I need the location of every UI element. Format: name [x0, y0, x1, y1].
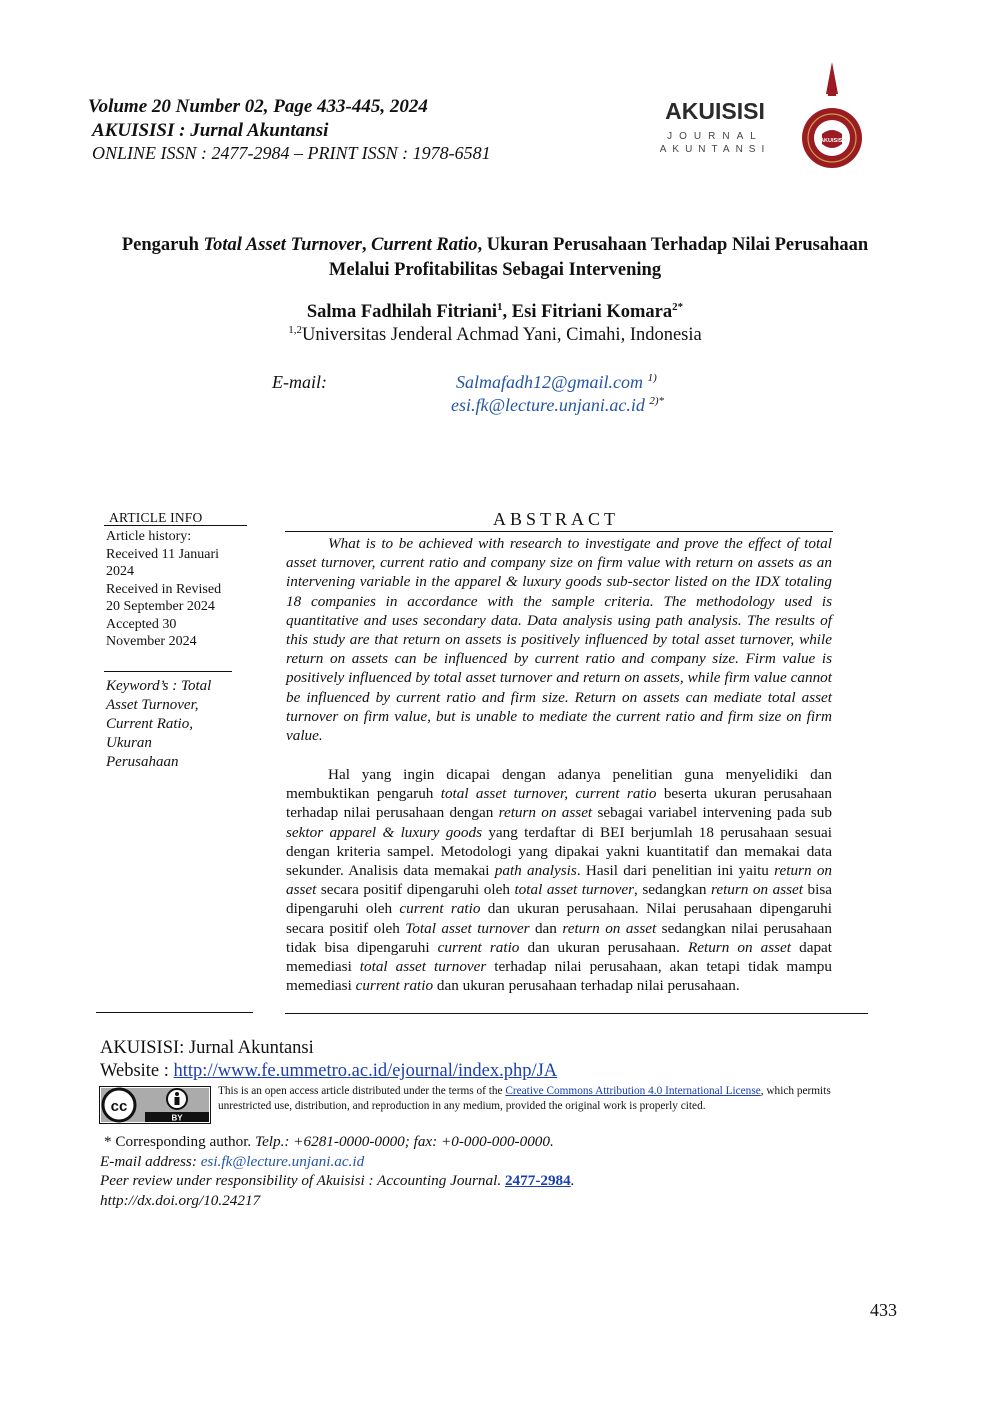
abstract-id-segment: total asset turnover [359, 958, 487, 976]
abstract-id-segment: beserta ukuran perusahaan terhadap nilai perusahaan dengan [286, 785, 833, 822]
corresponding-author: * Corresponding author. Telp.: +6281-0000-0000; fax: +0-000-000-0000. [104, 1133, 554, 1150]
abstract-id-segment: Return on asset [687, 938, 792, 956]
abstract-id-segment: dan ukuran perusahaan. [519, 938, 688, 956]
email-label: E-mail: [272, 372, 327, 392]
author-1-email[interactable]: Salmafadh12@gmail.com $^{1)}$ [456, 372, 657, 392]
abstract-id-segment: current ratio [399, 900, 481, 918]
logo-name: AKUISISI [665, 98, 765, 124]
abstract-heading: ABSTRACT [493, 509, 620, 529]
abstract-id-segment: dan ukuran perusahaan terhadap nilai perusahaan. [433, 977, 740, 995]
abstract-id-segment: yang terdaftar di BEI berjumlah 18 perusahaan sesuai dengan kriteria sampel. Metodologi yang dipakai yakni kuantitatif dan memakai data sekunder. Analisis data memakai [286, 823, 832, 880]
logo-subtitle-journal: JOURNAL [667, 131, 763, 142]
abstract-id-segment: secara positif dipengaruhi oleh [316, 881, 515, 899]
abstract-bottom-rule [285, 1013, 868, 1014]
abstract-id-segment: , sedangkan [634, 881, 711, 899]
corresponding-email-link[interactable]: esi.fk@lecture.unjani.ac.id [200, 1153, 365, 1170]
license-notice: This is an open access article distributed under the terms of the Creative Commons Attribution 4.0 International License, which permits unrestricted use, distribution, and reproduction in any medium, provided the original work is properly cited. [218, 1085, 831, 1112]
doi[interactable]: http://dx.doi.org/10.24217 [100, 1192, 261, 1209]
abstract-id-segment: Total asset turnover [405, 919, 530, 937]
website-link[interactable]: http://www.fe.ummetro.ac.id/ejournal/index.php/JA [173, 1061, 558, 1081]
abstract-id-segment: Hal yang ingin dicapai dengan adanya penelitian guna menyelidiki dan membuktikan pengaruh [286, 766, 832, 803]
abstract-id-segment: total asset turnover, current ratio [440, 785, 657, 803]
cc-by-license-icon[interactable] [99, 1086, 211, 1124]
footer-journal: AKUISISI: Jurnal Akuntansi [100, 1038, 314, 1058]
abstract-id-segment: dan ukuran perusahaan. Nilai perusahaan dipengaruhi secara positif oleh [286, 900, 832, 937]
abstract-id-segment: return on asset [710, 881, 804, 899]
article-info-rule [104, 525, 247, 526]
author-1: Salma Fadhilah Fitriani [306, 302, 498, 323]
abstract-id-segment: sedangkan nilai perusahaan tidak bisa dipengaruhi [286, 919, 832, 956]
abstract-id-segment: bisa dipengaruhi oleh [286, 881, 833, 918]
left-column-bottom-rule [96, 1012, 253, 1013]
abstract-id-segment: dan [529, 919, 563, 937]
abstract-id-segment: current ratio [355, 977, 434, 995]
abstract-id-segment: total asset turnover [514, 881, 635, 899]
abstract-id-segment: terhadap nilai perusahaan, akan tetapi tidak mampu memediasi [286, 958, 832, 995]
seal-emblem-icon [800, 60, 864, 182]
history-rule [104, 671, 232, 672]
article-history: Article history: Received 11 Januari 2024 Received in Revised 20 September 2024 Accepted 30 November 2024 [106, 529, 222, 649]
svg-text:BY: BY [171, 1113, 183, 1123]
abstract-id-segment: return on asset [286, 862, 833, 899]
issn-link[interactable]: 2477-2984 [504, 1172, 571, 1189]
journal-name: AKUISISI : Jurnal Akuntansi [92, 120, 329, 141]
paper-title: Pengaruh Total Asset Turnover, Current Ratio, Ukuran Perusahaan Terhadap Nilai Perusahaan Melalui Profitabilitas Sebagai Intervening [121, 235, 869, 280]
abstract-id-segment: dapat memediasi [286, 938, 833, 976]
abstract-english: What is to be achieved with research to investigate and prove the effect of total asset turnover, current ratio and company size on firm value with return on assets as an intervening variable in the apparel & luxury goods sub-sector listed on the IDX totaling 18 companies in accordance with the sample criteria. The methodology used is quantitative and uses secondary data. Data analysis using path analysis. The results of this study are that return on assets is positively influenced by total asset turnover, while return on assets can be influenced by current ratio and company size. Firm value is positively influenced by total asset turnover and return on assets, while firm value cannot be influenced by current ratio and firm size. Return on assets can mediate total asset turnover on firm value, but is unable to mediate the current ratio and firm size on firm value. [286, 535, 832, 745]
abstract-id-segment: sektor apparel & luxury goods [286, 823, 482, 841]
author-2-email[interactable]: esi.fk@lecture.unjani.ac.id $^{2)*}$ [451, 395, 665, 415]
keywords: Keyword’s : Total Asset Turnover, Current Ratio, Ukuran Perusahaan [106, 678, 212, 770]
abstract-id-segment: sebagai variabel intervening pada sub [592, 804, 832, 822]
journal-issn: ONLINE ISSN : 2477-2984 – PRINT ISSN : 1978-6581 [92, 143, 491, 163]
abstract-indonesian [286, 765, 832, 995]
abstract-id-segment: return on asset [498, 804, 593, 822]
abstract-id-segment: current ratio [437, 938, 520, 956]
peer-review-note: Peer review under responsibility of Akuisisi : Accounting Journal. 2477-2984. [100, 1172, 575, 1189]
article-info-heading: ARTICLE INFO [109, 510, 203, 525]
affiliation: $^{1,2}$Universitas Jenderal Achmad Yani, Cimahi, Indonesia [288, 324, 702, 346]
abstract-id-segment: return on asset [562, 919, 657, 937]
logo-subtitle-akuntansi: AKUNTANSI [659, 144, 771, 155]
page-number: 433 [870, 1300, 897, 1320]
abstract-id-segment: path analysis [494, 862, 577, 880]
journal-volume: Volume 20 Number 02, Page 433-445, 2024 [88, 96, 428, 117]
author-2: Esi Fitriani Komara [511, 302, 673, 323]
seal-text: AKUISISI [820, 138, 844, 144]
footer-website: Website : http://www.fe.ummetro.ac.id/ejournal/index.php/JA [100, 1061, 558, 1081]
svg-text:cc: cc [110, 1098, 128, 1115]
abstract-id-segment: . Hasil dari penelitian ini yaitu [576, 862, 775, 880]
journal-logo [642, 60, 862, 182]
license-link[interactable]: Creative Commons Attribution 4.0 International License [505, 1085, 761, 1097]
corresponding-email: E-mail address: esi.fk@lecture.unjani.ac.id [100, 1153, 365, 1170]
authors: Salma Fadhilah Fitriani$^1$, Esi Fitriani Komara$^{2*}$ [306, 301, 684, 323]
abstract-rule [285, 531, 833, 532]
